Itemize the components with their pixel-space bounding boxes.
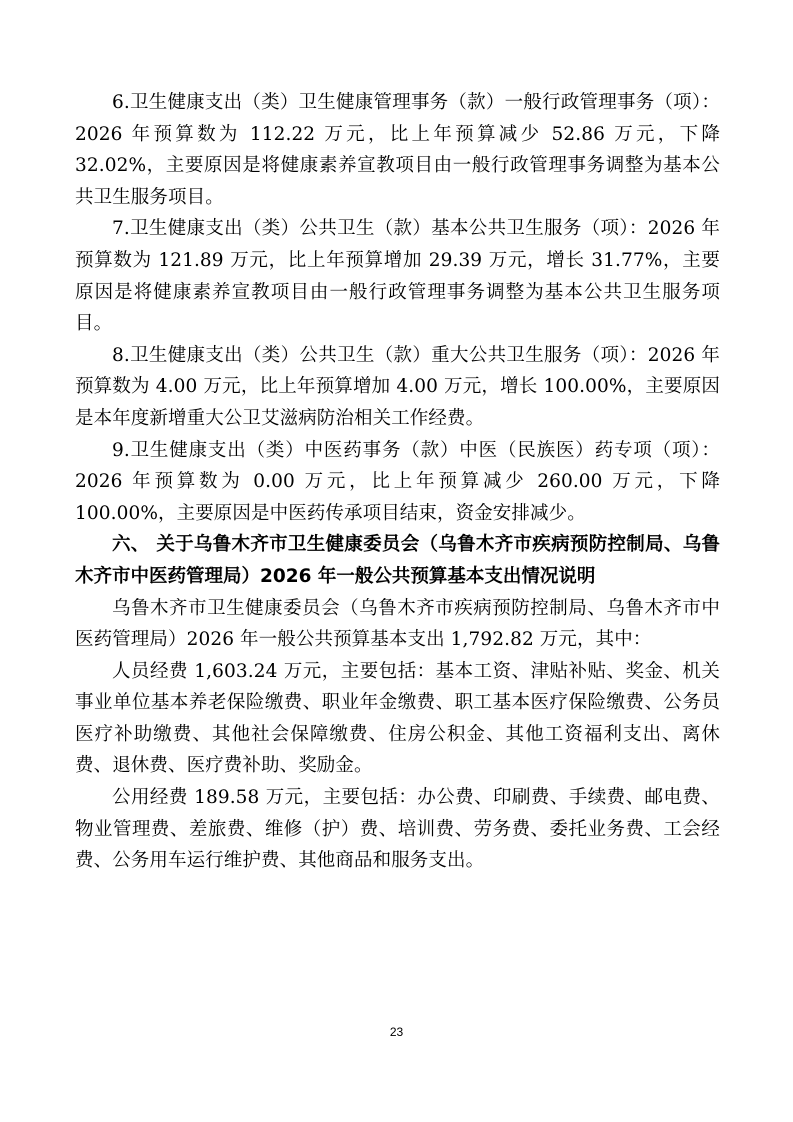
paragraph-item-6: 6.卫生健康支出（类）卫生健康管理事务（款）一般行政管理事务（项）：2026 年预算数为 112.22 万元，比上年预算减少 52.86 万元，下降 32.02%，主要原因是将健康素养宣教项目由一般行政管理事务调整为基本公共卫生服务项目。: [75, 92, 720, 208]
public-expenses-paragraph: 公用经费 189.58 万元，主要包括：办公费、印刷费、手续费、邮电费、物业管理费、差旅费、维修（护）费、培训费、劳务费、委托业务费、工会经费、公务用车运行维护费、其他商品和服务支出。: [75, 787, 720, 872]
section-heading: 六、 关于乌鲁木齐市卫生健康委员会（乌鲁木齐市疾病预防控制局、乌鲁木齐市中医药管理局）2026 年一般公共预算基本支出情况说明: [75, 534, 720, 587]
paragraph-item-7: 7.卫生健康支出（类）公共卫生（款）基本公共卫生服务（项）：2026 年预算数为 121.89 万元，比上年预算增加 29.39 万元，增长 31.77%，主要原因是将健康素养宣教项目由一般行政管理事务调整为基本公共卫生服务项目。: [75, 218, 720, 335]
page-body: [75, 87, 720, 877]
basic-expenditure-summary: 乌鲁木齐市卫生健康委员会（乌鲁木齐市疾病预防控制局、乌鲁木齐市中医药管理局）2026 年一般公共预算基本支出 1,792.82 万元，其中：: [75, 597, 720, 651]
paragraph-item-9: 9.卫生健康支出（类）中医药事务（款）中医（民族医）药专项（项）：2026 年预算数为 0.00 万元，比上年预算减少 260.00 万元，下降 100.00%，主要原因是中医药传承项目结束，资金安排减少。: [75, 439, 720, 524]
personnel-expenses-paragraph: 人员经费 1,603.24 万元，主要包括：基本工资、津贴补贴、奖金、机关事业单位基本养老保险缴费、职业年金缴费、职工基本医疗保险缴费、公务员医疗补助缴费、其他社会保障缴费、住房公积金、其他工资福利支出、离休费、退休费、医疗费补助、奖励金。: [75, 660, 720, 777]
page-number: 23: [389, 1025, 404, 1039]
paragraph-item-8: 8.卫生健康支出（类）公共卫生（款）重大公共卫生服务（项）：2026 年预算数为 4.00 万元，比上年预算增加 4.00 万元，增长 100.00%，主要原因是本年度新增重大公卫艾滋病防治相关工作经费。: [75, 344, 720, 429]
